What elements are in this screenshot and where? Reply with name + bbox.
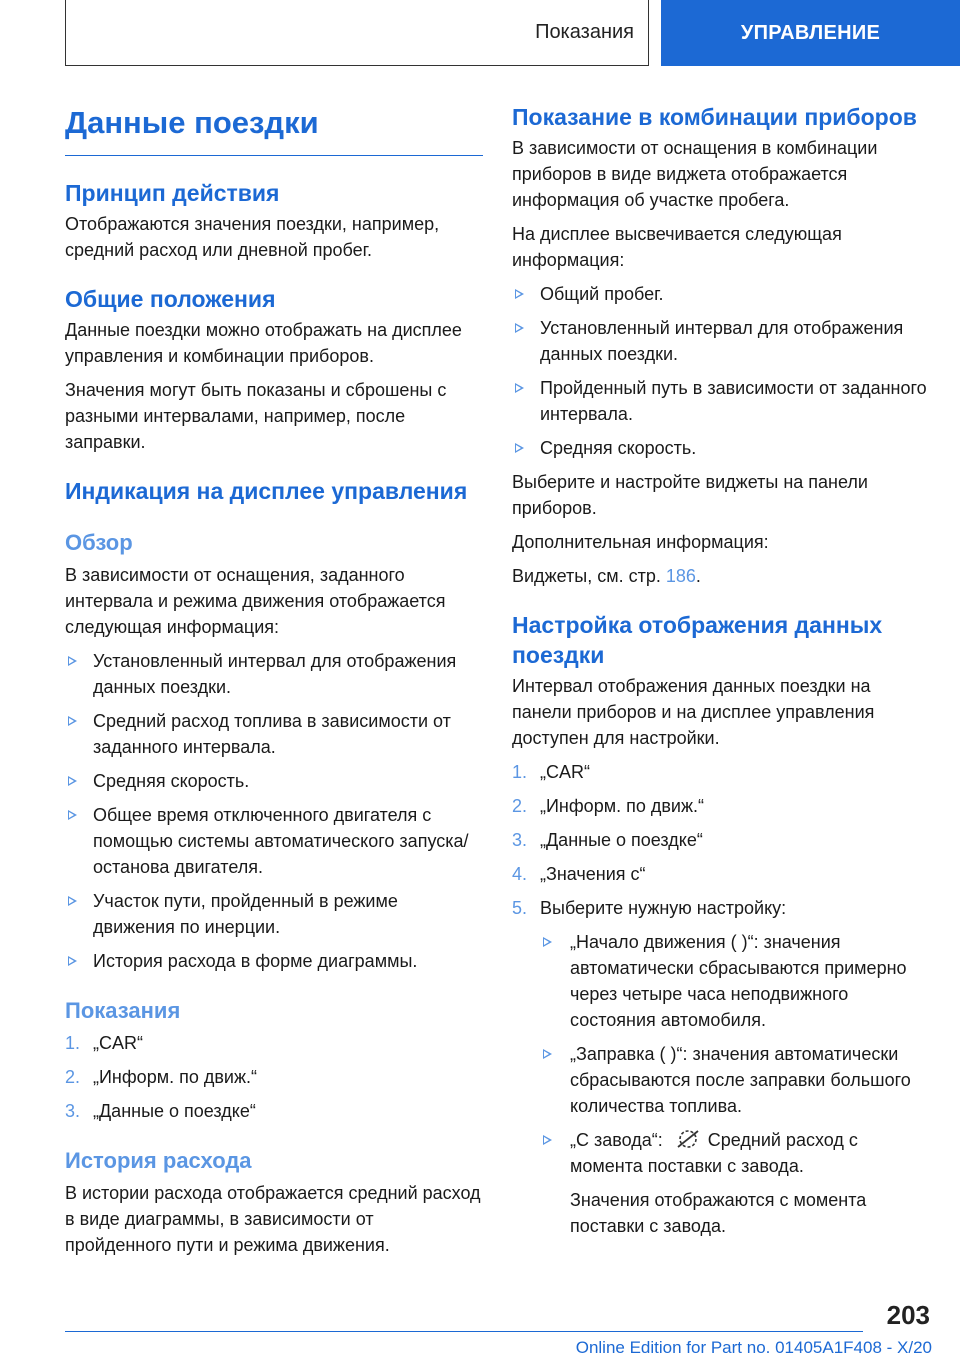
bullet-triangle-icon (515, 289, 524, 299)
list-item: 3. „Данные о поездке“ (512, 830, 703, 850)
settings-steps (512, 759, 932, 1239)
heading-cluster: Показание в комбинации приборов (512, 104, 917, 130)
bullet-triangle-icon (543, 937, 552, 947)
list-item: 4. „Значения с“ (512, 864, 646, 884)
heading-readings: Показания (65, 998, 181, 1024)
settings-text: Интервал отображения данных поездки на панели приборов и на дисплее управления доступен для настройки. (512, 676, 875, 748)
cluster-list (512, 281, 932, 461)
list-item: Средний расход топлива в зависимости от заданного интервала. (65, 708, 483, 760)
list-item: Средняя скорость. (512, 435, 932, 461)
bullet-triangle-icon (515, 323, 524, 333)
bullet-triangle-icon (515, 443, 524, 453)
list-item: Участок пути, пройденный в режиме движения по инерции. (65, 888, 483, 940)
bullet-triangle-icon (68, 956, 77, 966)
heading-overview: Обзор (65, 530, 133, 556)
heading-history: История расхода (65, 1148, 252, 1174)
list-item: „Начало движения ( )“: значения автоматически сбрасываются примерно через четыре часа неподвижного состояния автомобиля. (540, 929, 932, 1033)
right-column (512, 96, 932, 1247)
page-title: Данные поездки (65, 104, 483, 156)
list-item: Пройденный путь в зависимости от заданного интервала. (512, 375, 932, 427)
footer-edition: Online Edition for Part no. 01405A1F408 - X/20 (575, 1338, 932, 1357)
heading-general: Общие положения (65, 286, 276, 313)
bullet-triangle-icon (68, 776, 77, 786)
overview-text: В зависимости от оснащения, заданного интервала и режима движения отображается следующая информация: (65, 565, 446, 638)
header-chapter-box (661, 0, 960, 66)
list-item: 1. „CAR“ (512, 762, 590, 782)
heading-principle: Принцип действия (65, 180, 280, 207)
bullet-triangle-icon (543, 1049, 552, 1059)
factory-values-text: Значения отображаются с момента поставки с завода. (570, 1190, 867, 1236)
header-chapter-title: УПРАВЛЕНИЕ (740, 21, 881, 44)
overview-list (65, 648, 483, 974)
list-item: 2. „Информ. по движ.“ (512, 796, 704, 816)
bullet-triangle-icon (68, 716, 77, 726)
bullet-triangle-icon (68, 896, 77, 906)
list-item: „С завода“: Средний расход с момента поставки с завода. Значения отображаются с момента поставки с завода. (540, 1127, 932, 1239)
list-item: 1. „CAR“ (65, 1033, 143, 1054)
general-text-2: Значения могут быть показаны и сброшены с разными интервалами, например, после заправки. (65, 380, 447, 453)
bullet-triangle-icon (68, 656, 77, 666)
list-item: „Заправка ( )“: значения автоматически сбрасываются после заправки большого количества топлива. (540, 1041, 932, 1119)
settings-sub-list (540, 929, 932, 1239)
footer-divider (65, 1331, 863, 1332)
general-text-1: Данные поездки можно отображать на дисплее управления и комбинации приборов. (65, 320, 462, 367)
heading-settings: Настройка отображения данных поездки (512, 612, 883, 668)
cluster-text-4: Дополнительная информация: (512, 532, 769, 552)
list-item: 3. „Данные о поездке“ (65, 1101, 256, 1122)
list-item: Общее время отключенного двигателя с помощью системы автоматического запуска/останова двигателя. (65, 802, 483, 880)
principle-text: Отображаются значения поездки, например, средний расход или дневной пробег. (65, 214, 440, 261)
cluster-text-1: В зависимости от оснащения в комбинации приборов в виде виджета отображается информация об участке пробега. (512, 138, 878, 210)
list-item: Общий пробег. (512, 281, 932, 307)
page-number: 203 (886, 1300, 930, 1330)
cluster-text-2: На дисплее высвечивается следующая информация: (512, 224, 842, 270)
list-item: 2. „Информ. по движ.“ (65, 1067, 257, 1088)
list-item: История расхода в форме диаграммы. (65, 948, 483, 974)
list-item: Установленный интервал для отображения данных поездки. (512, 315, 932, 367)
list-item: Установленный интервал для отображения данных поездки. (65, 648, 483, 700)
cluster-text-3: Выберите и настройте виджеты на панели приборов. (512, 472, 868, 518)
list-item: Средняя скорость. (65, 768, 483, 794)
list-item: 5. Выберите нужную настройку: „Начало движения ( )“: значения автоматически сбрасываются примерно через четыре часа неподвижного состояния автомобиля. „Заправка ( )“: значения автоматически сбрасываются после заправки большого количества топлива. „С завода“: Средний расход с момента поставки с завода. Значения отображаются с момента поставки с завода. (512, 895, 932, 1239)
factory-reset-icon (672, 1128, 704, 1150)
bullet-triangle-icon (68, 810, 77, 820)
cluster-reference: Виджеты, см. стр. 186. (512, 566, 701, 586)
history-text: В истории расхода отображается средний расход в виде диаграммы, в зависимости от пройденного пути и режима движения. (65, 1183, 481, 1256)
bullet-triangle-icon (515, 383, 524, 393)
bullet-triangle-icon (543, 1135, 552, 1145)
header-section-box (65, 0, 649, 66)
heading-display: Индикация на дисплее управления (65, 478, 468, 505)
left-column (65, 96, 483, 1266)
readings-list (65, 1030, 483, 1124)
page-reference-link[interactable]: 186 (665, 566, 696, 586)
header-section-title: Показания (535, 21, 634, 43)
